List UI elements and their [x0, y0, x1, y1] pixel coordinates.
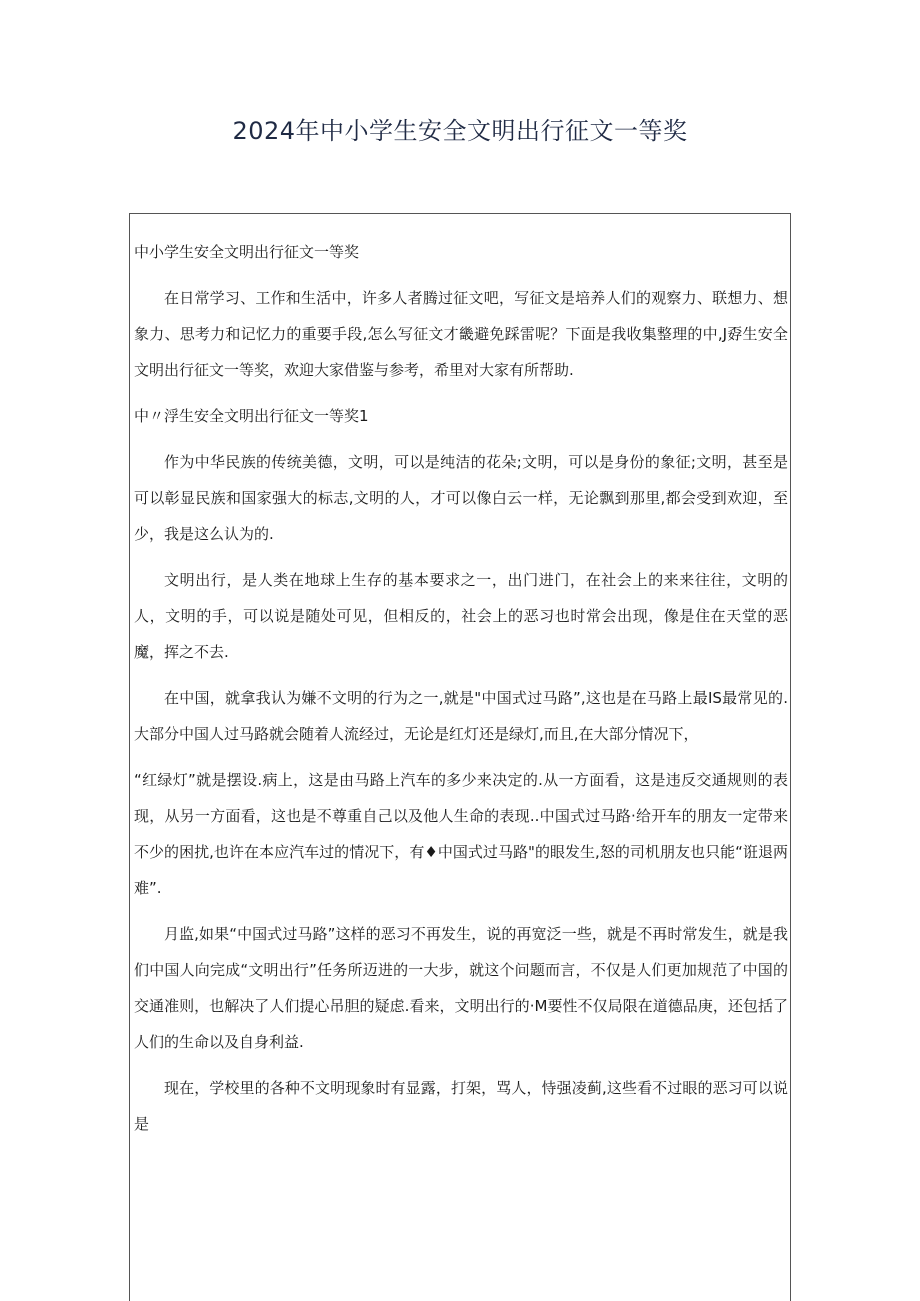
content-frame [129, 213, 791, 1301]
paragraph: 作为中华民族的传统美德，文明，可以是纯洁的花朵;文明，可以是身份的象征;文明，甚至是可以彰显民族和国家强大的标志,文明的人，才可以像白云一样，无论飘到那里,都会受到欢迎，至少，我是这么认为的. [134, 453, 788, 543]
paragraph: 在中国，就拿我认为嫌不文明的行为之一,就是"中国式过马路”,这也是在马路上最IS最常见的.大部分中国人过马路就会随着人流经过，无论是红灯还是绿灯,而且,在大部分情况下， [134, 689, 788, 743]
paragraph: “红绿灯”就是摆设.病上，这是由马路上汽车的多少来决定的.从一方面看，这是违反交通规则的表现，从另一方面看，这也是不尊重自己以及他人生命的表现..中国式过马路·给开车的朋友一定带来不少的困扰,也许在本应汽车过的情况下，有♦中国式过马路"的眼发生,怒的司机朋友也只能“诳退两难”. [134, 771, 788, 897]
section-heading: 中小学生安全文明出行征文一等奖 [134, 243, 360, 261]
paragraph: 文明出行，是人类在地球上生存的基本要求之一，出门进门，在社会上的来来往往，文明的人，文明的手，可以说是随处可见，但相反的，社会上的恶习也时常会出现，像是住在天堂的恶魔，挥之不去. [134, 571, 788, 661]
document-body [134, 234, 788, 1152]
document-title: 2024年中小学生安全文明出行征文一等奖 [232, 117, 688, 145]
paragraph: 月监,如果“中国式过马路”这样的恶习不再发生，说的再宽泛一些，就是不再时常发生，就是我们中国人向完成“文明出行”任务所迈进的一大步，就这个问题而言，不仅是人们更加规范了中国的交通准则，也解决了人们提心吊胆的疑虑.看来，文明出行的·M要性不仅局限在道德品庚，还包括了人们的生命以及自身利益. [134, 925, 788, 1051]
paragraph: 在日常学习、工作和生活中，许多人者腾过征文吧，写征文是培养人们的观察力、联想力、想象力、思考力和记忆力的重要手段,怎么写征文才畿避免踩雷呢？下面是我收集整理的中,J孬生安全文明出行征文一等奖，欢迎大家借鉴与参考，希里对大家有所帮助. [134, 289, 788, 379]
paragraph: 现在，学校里的各种不文明现象时有显露，打架，骂人，恃强凌蓟,这些看不过眼的恶习可以说是 [134, 1079, 788, 1133]
section-heading: 中〃浮生安全文明出行征文一等奖1 [134, 407, 369, 425]
